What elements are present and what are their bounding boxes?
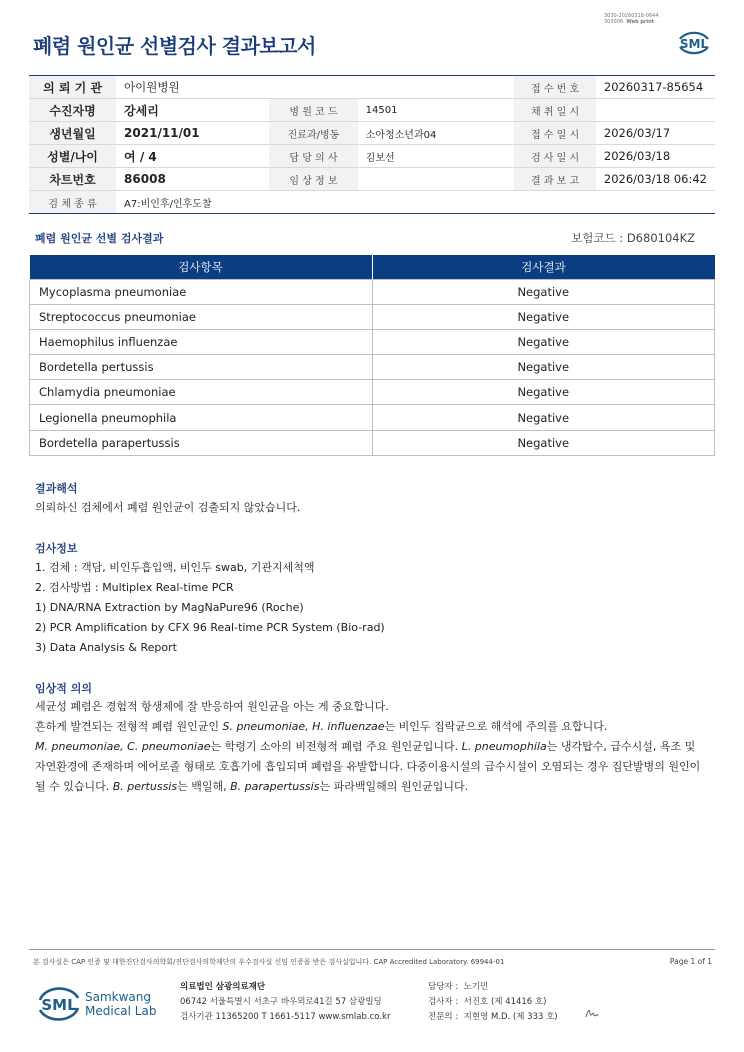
clinical-line: M. pneumoniae, C. pneumoniae는 학령기 소아의 비전형적 폐렴 주요 원인균입니다. L. pneumophila는 냉각탑수, 급수시설, 욕조 및: [35, 740, 696, 753]
clinical-line: 자연환경에 존재하며 에어로졸 형태로 호흡기에 흡입되며 폐렴을 유발합니다. 다중이용시설의 급수시설이 오염되는 경우 집단발병의 원인이: [35, 760, 701, 773]
test-info-line: 2. 검사방법 : Multiplex Real-time PCR: [35, 581, 234, 594]
patient-row: [29, 191, 715, 214]
test-date-label: 검 사 일 시: [514, 145, 596, 168]
test-result: Negative: [372, 380, 714, 405]
table-row: [30, 279, 715, 304]
report-code: [604, 13, 659, 25]
specimen-type-label: 검 체 종 류: [29, 191, 116, 214]
clinical-value: [358, 168, 515, 191]
org-address: 06742 서울특별시 서초구 바우뫼로41길 57 삼광빌딩: [180, 997, 382, 1007]
test-item: Chlamydia pneumoniae: [30, 380, 373, 405]
report-code-line1: 3030-20260318-0644: [604, 13, 659, 19]
test-result: Negative: [372, 355, 714, 380]
table-row: [30, 329, 715, 354]
staff-line: 전문의 : 지현영 M.D. (제 333 호): [428, 1012, 558, 1022]
page-title: 폐렴 원인균 선별검사 결과보고서: [33, 34, 316, 58]
doctor-value: 김보선: [358, 145, 515, 168]
test-item: Mycoplasma pneumoniae: [30, 279, 373, 304]
test-result: Negative: [372, 304, 714, 329]
organization-info: [180, 980, 390, 1025]
report-date-value: 2026/03/18 06:42: [596, 168, 715, 191]
logo-text: SML: [41, 996, 77, 1014]
staff-line: 검사자 : 서진호 (제 41416 호): [428, 997, 547, 1007]
org-name: 의료법인 삼광의료재단: [180, 982, 266, 992]
test-item: Streptococcus pneumoniae: [30, 304, 373, 329]
patient-row: [29, 122, 715, 145]
footer-divider: [29, 949, 715, 950]
clinical-line: 흔하게 발견되는 전형적 폐렴 원인균인 S. pneumoniae, H. influenzae는 비인두 집락균으로 해석에 주의를 요합니다.: [35, 720, 608, 733]
test-item: Legionella pneumophila: [30, 405, 373, 430]
interpretation-text: 의뢰하신 검체에서 폐렴 원인균이 검출되지 않았습니다.: [35, 501, 301, 514]
col-header-item: 검사항목: [30, 255, 373, 279]
dept-value: 소아청소년과04: [358, 122, 515, 145]
logo-name-line2: Medical Lab: [85, 1004, 157, 1018]
clinical-line: 세균성 폐렴은 경험적 항생제에 잘 반응하여 원인균을 아는 게 중요합니다.: [35, 700, 389, 713]
table-row: [30, 304, 715, 329]
insurance-code: 보험코드 : D680104KZ: [571, 231, 695, 245]
page-number: Page 1 of 1: [669, 957, 712, 966]
table-row: [30, 380, 715, 405]
specimen-no-value: 20260317-85654: [596, 76, 715, 99]
receive-date-label: 접 수 일 시: [514, 122, 596, 145]
chart-no-value: 86008: [116, 168, 269, 191]
test-result: Negative: [372, 329, 714, 354]
staff-info: [428, 980, 558, 1025]
dept-label: 진료과/병동: [269, 122, 357, 145]
clinical-significance-text: [35, 697, 725, 797]
clinical-significance-title: 임상적 의의: [35, 682, 92, 695]
doctor-label: 담 당 의 사: [269, 145, 357, 168]
name-label: 수진자명: [29, 99, 116, 122]
patient-row: [29, 99, 715, 122]
test-info-list: [35, 558, 725, 658]
logo-text: SML: [679, 37, 709, 51]
col-header-result: 검사결과: [372, 255, 714, 279]
sex-age-value: 여 / 4: [116, 145, 269, 168]
chart-no-label: 차트번호: [29, 168, 116, 191]
specimen-no-label: 접 수 번 호: [514, 76, 596, 99]
test-result: Negative: [372, 405, 714, 430]
hospital-label: 의 뢰 기 관: [29, 76, 116, 99]
interpretation-title: 결과해석: [35, 482, 78, 495]
table-row: [30, 405, 715, 430]
specimen-type-value: A7:비인후/인후도찰: [116, 191, 715, 214]
test-info-line: 2) PCR Amplification by CFX 96 Real-time PCR System (Bio-rad): [35, 621, 385, 634]
results-table: [29, 255, 715, 456]
receive-date-value: 2026/03/17: [596, 122, 715, 145]
collect-date-value: [596, 99, 715, 122]
test-item: Bordetella parapertussis: [30, 430, 373, 455]
clinical-label: 임 상 정 보: [269, 168, 357, 191]
hospital-value: 아이원병원: [116, 76, 514, 99]
table-row: [30, 355, 715, 380]
signature-icon: [584, 1006, 600, 1020]
test-item: Haemophilus influenzae: [30, 329, 373, 354]
test-date-value: 2026/03/18: [596, 145, 715, 168]
test-info-line: 3) Data Analysis & Report: [35, 641, 177, 654]
results-section-title: 폐렴 원인균 선별 검사결과: [35, 232, 164, 245]
org-contact: 검사기관 11365200 T 1661-5117 www.smlab.co.kr: [180, 1012, 391, 1022]
patient-info-table: [29, 75, 715, 214]
name-value: 강세리: [116, 99, 269, 122]
dob-value: 2021/11/01: [116, 122, 269, 145]
test-info-line: 1. 검체 : 객담, 비인두흡입액, 비인두 swab, 기관지세척액: [35, 561, 315, 574]
test-result: Negative: [372, 430, 714, 455]
accreditation-note: 본 검사실은 CAP 인증 및 대한진단검사의학회/진단검사의학재단의 우수검사실 신임 인증을 받은 검사실입니다. CAP Accredited Laboratory. 69944-01: [33, 958, 505, 966]
sml-logo-icon: [674, 25, 714, 61]
test-info-title: 검사정보: [35, 542, 78, 555]
collect-date-label: 채 취 일 시: [514, 99, 596, 122]
test-item: Bordetella pertussis: [30, 355, 373, 380]
sex-age-label: 성별/나이: [29, 145, 116, 168]
table-row: [30, 430, 715, 455]
patient-row: [29, 76, 715, 99]
patient-row: [29, 145, 715, 168]
sml-logo-bottom-icon: [37, 982, 157, 1024]
test-info-line: 1) DNA/RNA Extraction by MagNaPure96 (Roche): [35, 601, 304, 614]
patient-row: [29, 168, 715, 191]
dob-label: 생년월일: [29, 122, 116, 145]
report-code-line2: 303006 Web print: [604, 19, 655, 25]
logo-name-line1: Samkwang: [85, 990, 151, 1004]
hospital-code-label: 병 원 코 드: [269, 99, 357, 122]
clinical-line: 될 수 있습니다. B. pertussis는 백일해, B. parapertussis는 파라백일해의 원인균입니다.: [35, 780, 469, 793]
report-date-label: 결 과 보 고: [514, 168, 596, 191]
hospital-code-value: 14501: [358, 99, 515, 122]
staff-line: 담당자 : 노기민: [428, 982, 489, 992]
results-header-row: [30, 255, 715, 279]
test-result: Negative: [372, 279, 714, 304]
